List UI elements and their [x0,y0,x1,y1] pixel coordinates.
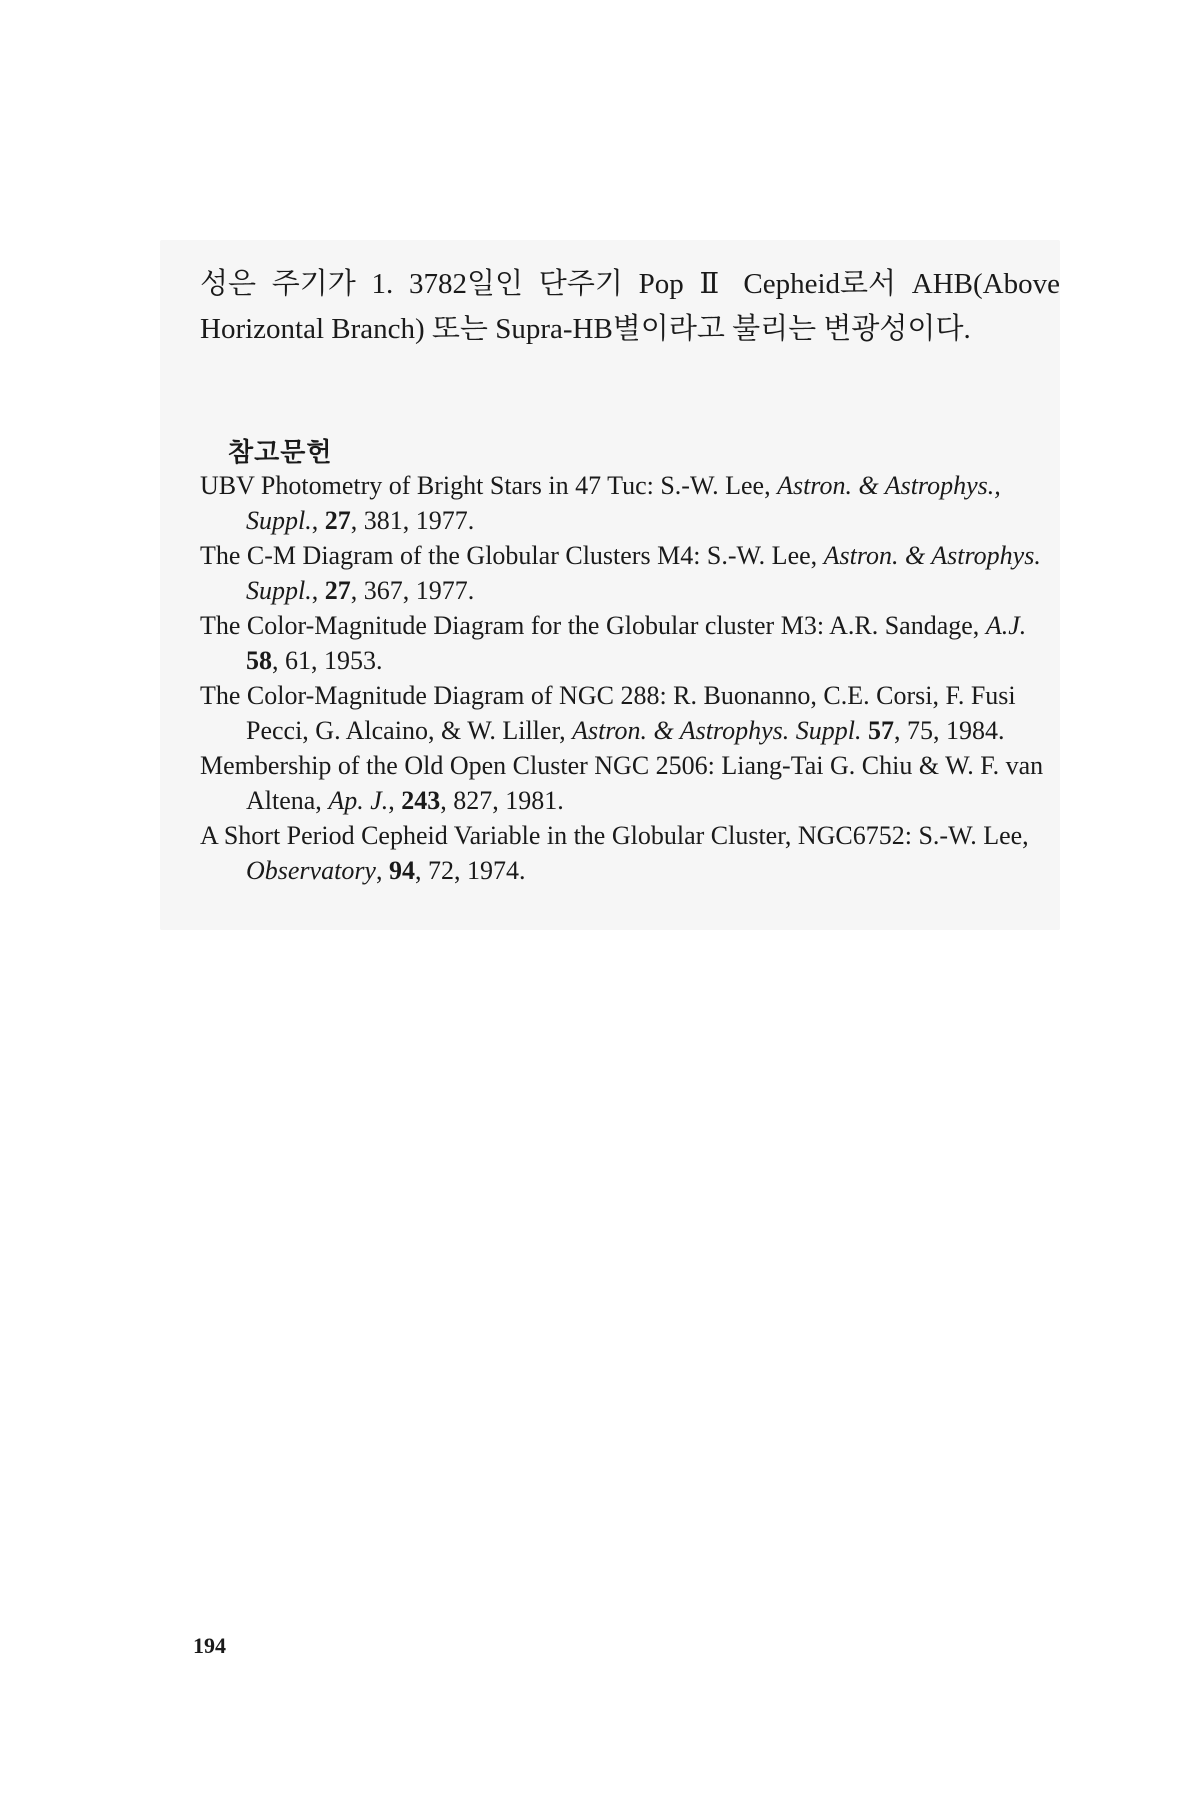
references-list [200,468,1050,888]
reference-item: Membership of the Old Open Cluster NGC 2506: Liang-Tai G. Chiu & W. F. van Altena, Ap. J., 243, 827, 1981. [200,751,1044,815]
reference-volume: 243 [401,786,441,815]
reference-volume: 57 [867,716,894,745]
reference-pages-year: , 72, 1974. [414,856,526,885]
reference-pages-year: , 75, 1984. [893,716,1005,745]
reference-title: The Color-Magnitude Diagram of NGC 288: R. Buonanno, C.E. Corsi, F. Fusi Pecci, G. Alcaino, & W. Liller, [200,681,1016,745]
reference-title: UBV Photometry of Bright Stars in 47 Tuc: S.-W. Lee, [200,471,778,500]
reference-journal: Astron. & Astrophys. Suppl. [572,716,862,745]
reference-title: Membership of the Old Open Cluster NGC 2506: Liang-Tai G. Chiu & W. F. van Altena, [200,751,1044,815]
intro-text: 성은 주기가 1. 3782일인 단주기 Pop Ⅱ Cepheid로서 AHB(Above Horizontal Branch) 또는 Supra-HB별이라고 불리는 변광성이다. [200,268,1060,345]
reference-volume: 27 [324,506,351,535]
page-number: 194 [193,1633,226,1658]
reference-journal: Astron. & Astrophys. Suppl. [246,541,1041,605]
reference-title: The Color-Magnitude Diagram for the Globular cluster M3: A.R. Sandage, [200,611,986,640]
reference-journal: Astron. & Astrophys., Suppl. [246,471,1001,535]
reference-pages-year: , 61, 1953. [272,646,383,675]
reference-item: UBV Photometry of Bright Stars in 47 Tuc: S.-W. Lee, Astron. & Astrophys., Suppl., 27, 381, 1977. [200,471,1001,535]
reference-pages-year: , 367, 1977. [350,576,475,605]
reference-journal: Ap. J. [328,786,389,815]
reference-volume: 58 [246,646,272,675]
reference-volume: 27 [324,576,351,605]
reference-journal: A.J. [985,611,1027,640]
reference-item [200,608,1050,678]
reference-pages-year: , 381, 1977. [350,506,475,535]
reference-pages-year: , 827, 1981. [440,786,564,815]
intro-paragraph [200,262,1060,352]
reference-title: A Short Period Cepheid Variable in the Globular Cluster, NGC6752: S.-W. Lee, [200,821,1029,850]
reference-journal: Observatory [246,856,376,885]
references-heading: 참고문헌 [228,438,333,468]
reference-item: A Short Period Cepheid Variable in the Globular Cluster, NGC6752: S.-W. Lee, Observatory, 94, 72, 1974. [200,821,1029,885]
reference-title: The C-M Diagram of the Globular Clusters M4: S.-W. Lee, [200,541,824,570]
reference-item: The C-M Diagram of the Globular Clusters M4: S.-W. Lee, Astron. & Astrophys. Suppl., 27, 367, 1977. [200,541,1041,605]
reference-item [200,678,1050,748]
reference-volume: 94 [388,856,415,885]
